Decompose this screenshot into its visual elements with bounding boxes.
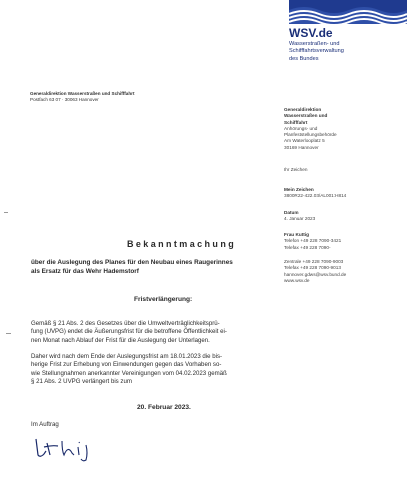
document-heading: Bekanntmachung bbox=[127, 239, 237, 249]
logo-title: WSV.de bbox=[289, 26, 333, 40]
fristverlaengerung-heading: Fristverlängerung: bbox=[134, 296, 193, 303]
ihr-zeichen-label: Ihr Zeichen bbox=[284, 167, 308, 172]
contact-central: Zentrale +49 228 7090-9003 Telefax +49 228 7090-9013 hannover.gdws@wsv.bund.de www.wsv.de bbox=[284, 259, 347, 283]
subject: über die Auslegung des Planes für den Neubau eines Raugerinnes als Ersatz für das Wehr Hademstorf bbox=[31, 259, 233, 275]
mein-zeichen: Mein Zeichen 3800R22-422.03/AL001:H814 bbox=[284, 187, 347, 199]
paragraph-1: Gemäß § 21 Abs. 2 des Gesetzes über die Umweltverträglichkeitsprü- fung (UVPG) endet die Äußerungsfrist für die betroffene Öffentlichkeit ei- nen Monat nach Ablauf der Frist für die Auslegung der Unterlagen. bbox=[31, 320, 227, 344]
deadline-date: 20. Februar 2023. bbox=[137, 404, 191, 411]
sidebar-organization: Generaldirektion Wasserstraßen und Schifffahrt Anhörungs- und Planfeststellungsbehörde Am Waterlooplatz 5 30169 Hannover bbox=[284, 107, 337, 150]
im-auftrag: Im Auftrag bbox=[31, 421, 59, 428]
paragraph-2: Daher wird nach dem Ende der Auslegungsfrist am 18.01.2023 die bis- herige Frist zur Erhebung von Einwendungen gegen das Vorhaben so- wie Stellungnahmen anerkannter Vereinigungen vom 04.02.2023 gemäß § 21 Abs. 2 UVPG verlängert bis zum bbox=[31, 353, 227, 385]
contact-person: Frau Kuttig Telefon +49 228 7090-3421 Telefax +49 228 7090- bbox=[284, 232, 342, 250]
handwritten-signature-icon bbox=[32, 433, 112, 463]
datum: Datum 4. Januar 2023 bbox=[284, 210, 316, 222]
logo-subtitle: Wasserstraßen- und Schifffahrtsverwaltung des Bundes bbox=[289, 41, 344, 62]
wsv-logo-wave-icon bbox=[289, 0, 407, 24]
punch-mark bbox=[6, 333, 11, 334]
sender-address: Generaldirektion Wasserstraßen und Schifffahrt Postfach 63 07 · 30063 Hannover bbox=[30, 91, 135, 102]
fold-mark bbox=[4, 212, 8, 213]
